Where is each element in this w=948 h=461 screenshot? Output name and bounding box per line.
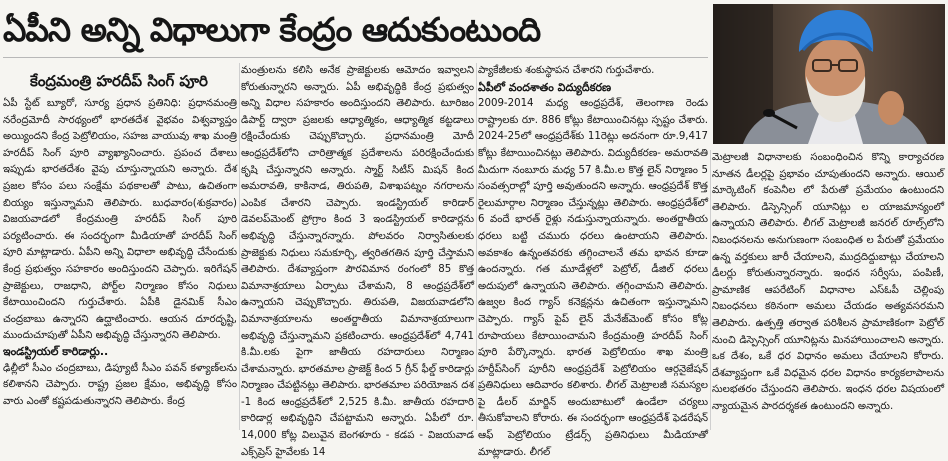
- column-divider: [710, 150, 711, 430]
- minister-portrait-image: [713, 4, 945, 144]
- headline: [3, 3, 708, 58]
- article-column-1: [3, 96, 237, 344]
- section-heading: ఇండస్ట్రియల్ కారిడార్లు..: [3, 345, 109, 358]
- article-column-1-continued: [3, 344, 237, 430]
- minister-photo: [713, 4, 945, 144]
- article-paragraph: ఏపీ స్టేట్ బ్యూరో, సూర్య ప్రధాన ప్రతినిధి: ప్రధానమంత్రి నరేంద్రమోదీ సారథ్యంలో భారతదేశ వైభవం విశ్వవ్యాప్తం అయ్యిందని కేంద్ర పెట్రోలియం, సహజ వాయువు శాఖ మంత్రి హరదీప్ సింగ్ పూరి వ్యాఖ్యానించారు. ప్రపంచ దేశాలు ఇప్పుడు భారతదేశం వైపు చూస్తున్నాయని అన్నారు. దేశ ప్రజల కోసం పలు సంక్షేమ పథకాలతో పాటు, ఉచితంగా బియ్యం ఇస్తున్నామని తెలిపారు. బుధవారం(శుక్రవారం) విజయవాడలో కేంద్రమంత్రి హరదీప్ సింగ్ పూరి పర్యటించారు. ఈ సందర్భంగా మీడియాతో హరదీప్ సింగ్ పూరి మాట్లాడారు. ఏపీని అన్ని విధాలా అభివృద్ధి చేసేందుకు కేంద్ర ప్రభుత్వం సహకారం అందిస్తుందని చెప్పారు. ఇరిగేషన్ ప్రాజెక్టులు, రాజధాని, పోర్ట్‌ల నిర్మాణం కోసం నిధులు కేటాయించిందని గుర్తుచేశారు. ఏపీకి డైనమిక్ సీఎం చంద్రబాబు ఉన్నారని ఉద్ఘాటించారు. ఆయన దూరదృష్టి, ముందుచూపుతో ఏపీని అభివృద్ధి చేస్తున్నారని తెలిపారు.: [3, 98, 237, 342]
- article-column-3: [478, 63, 708, 458]
- article-paragraph: మంత్రులను కలిసి అనేక ప్రాజెక్టులకు ఆమోదం ఇవ్వాలని కోరుతున్నారని అన్నారు. ఏపీ అభివృద్ధికి కేంద్ర ప్రభుత్వం అన్ని విధాల సహకారం అందిస్తుందని తెలిపారు. టూరిజం డిపార్ట్ ద్వారా ప్రజలకు ఆధ్యాత్మికం, ఆధ్యాత్మిక కట్టడాలు రక్షించేందుకు చెప్పుకొచ్చారు. ప్రధానమంత్రి మోదీ ఆంధ్రప్రదేశ్‌లోని చారిత్రాత్మక ప్రదేశాలను పరిరక్షించేందుకు కృషి చేస్తున్నారని అన్నారు. స్మార్ట్ సిటీస్ మిషన్ కింద అమరావతి, కాకినాడ, తిరుపతి, విశాఖపట్నం నగరాలను ఎంపిక చేశారని చెప్పారు. ఇండస్ట్రియల్ కారిడార్ డెవలప్‌మెంట్ ప్రోగ్రాం కింద 3 ఇండస్ట్రియల్ కారిడార్లను అభివృద్ధి చేస్తున్నారన్నారు. పోలవరం నిర్వాసితులకు ప్రాజెక్టుకు నిధులు సమకూర్చి, త్వరితగతిన పూర్తి చేస్తామని తెలిపారు. దేశవ్యాప్తంగా పౌరవిమాన రంగంలో 85 కొత్త విమానాశ్రయాలు ఏర్పాటు చేశామని, 8 ఆంధ్రప్రదేశ్‌లో ఉన్నాయని చెప్పుకొచ్చారు. తిరుపతి, విజయవాడలోని విమానాశ్రయాలను అంతర్జాతీయ విమానాశ్రయాలుగా అభివృద్ధి చేస్తున్నామని ప్రకటించారు. ఆంధ్రప్రదేశ్‌లో 4,741 కి.మీ.లకు పైగా జాతీయ రహదారులు నిర్మాణం చేశామన్నారు. భారతమాల ప్రాజెక్ట్ కింద 5 గ్రీన్ ఫీల్డ్ కారిడార్లు నిర్మాణం చేపట్టినట్లు తెలిపారు. భారతమాల పరియోజన దశ -1 కింద ఆంధ్రప్రదేశ్‌లో 2,525 కి.మీ. జాతీయ రహదారి కారిడార్ల అభివృద్ధిని చేపట్టామని అన్నారు. ఏపీలో రూ. 14,000 కోట్ల విలువైన బెంగళూరు - కడప - విజయవాడ ఎక్స్‌ప్రెస్ హైవేలకు 14: [241, 65, 474, 458]
- article-column-4: [712, 150, 944, 430]
- article-column-2: [241, 63, 474, 458]
- section-heading: ఏపీలో వందశాతం విద్యుదీకరణ: [478, 80, 612, 94]
- column-divider: [239, 63, 240, 430]
- headline-text: ఏపీని అన్ని విధాలుగా కేంద్రం ఆదుకుంటుంది: [3, 10, 541, 49]
- article-paragraph: మెట్రాలజీ విధానాలకు సంబంధించిన కొన్ని కార్యాచరణ నూతన డీలర్లపై ప్రభావం చూపుతుందని అన్నారు. ఆయిల్ మార్కెటింగ్ కంపెనీల లో పేరుతో ప్రమేయం ఉంటుందని తెలిపారు. డిస్పెన్సింగ్ యూనిట్లు ల యాజమాన్యంలో ఉన్నాయని తెలిపారు. లీగల్ మెట్రాలజీ జనరల్ రూల్స్‌లోని నిబంధనలను అనుగుణంగా సంబంధిత ల పేరుతో ప్రమేయం ఉన్న వర్తకులు జారీ చేయాలని, ముద్రదిద్దుబాట్లు చేయాలని డీలర్లు కోరుతున్నారన్నారు. ఇంధన సర్వీసు, పంపిణీ, ప్రామాణిక ఆపరేటింగ్ విధానాల ఎస్ఓపీ చెల్లింపు నిబంధనలు కఠినంగా అమలు చేయడం అత్యవసరమని తెలిపారు. ఉత్పత్తి తర్వాత పరిశీలన ప్రామాణికంగా పెట్రోల్‌ నుంచి డిస్పెన్సింగ్ యూనిట్లను మినహాయించాలని అన్నారు. ఒక దేశం, ఒకే ధర విధానం అమలు చేయాలని కోరారు. దేశవ్యాప్తంగా ఒకే విధమైన ధరల విధానం కార్యకలాపాలను సులభతరం చేస్తుందని తెలిపారు. ఇంధన ధరల విషయంలో న్యాయమైన పారదర్శకత ఉంటుందని అన్నారు.: [712, 152, 944, 412]
- article-paragraph: ఢిల్లీలో సీఎం చంద్రబాబు, డిప్యూటీ సీఎం పవన్ కళ్యాణ్‌లను కలిశానని చెప్పారు. రాష్ట్ర ప్రజల క్షేమం, అభివృద్ధి కోసం వారు ఎంతో కష్టపడుతున్నారని తెలిపారు. కేంద్ర: [3, 362, 237, 407]
- subheadline: కేంద్రమంత్రి హరదీప్ సింగ్ పూరి: [30, 72, 208, 90]
- article-paragraph: 2009-2014 మధ్య ఆంధ్రప్రదేశ్, తెలంగాణ రెండు రాష్ట్రాలకు రూ. 886 కోట్లు కేటాయించినట్లు స్పష్టం చేశారు. 2024-25లో ఆంధ్రప్రదేశ్‌కు 11రెట్లు అదనంగా రూ.9,417 కోట్లు కేటాయించినట్లు తెలిపారు. విద్యుదీకరణ- అమరావతి మీదుగా నంబూరు మధ్య 57 కి.మీ.ల కొత్త లైన్ నిర్మాణం 5 సంవత్సరాల్లో పూర్తి అవుతుందని అన్నారు. ఆంధ్రప్రదేశ్ కొత్త రైలుమార్గాల నిర్మాణం చేస్తున్నట్లు తెలిపారు. ఆంధ్రప్రదేశ్‌లో 6 వందే భారత్ రైళ్లు నడుస్తున్నాయన్నారు. అంతర్జాతీయ ధరలు బట్టి చమురు ధరలు ఉంటాయని తెలిపారు. అవకాశం ఉన్నంతవరకు తగ్గించాలనే తమ భావన కూడా ఉందన్నారు. గత మూడేళ్లలో పెట్రోల్, డీజిల్ ధరలు అదుపులో ఉన్నాయని తెలిపారు. తగ్గించామని తెలిపారు. ఉజ్వల కింద గ్యాస్ కనెక్షన్లను ఉచితంగా ఇస్తున్నామని చెప్పారు. గ్యాస్ పైప్ లైన్ మేనేజ్‌మెంట్ కోసం కోట్ల రూపాయలు కేటాయించామని కేంద్రమంత్రి హరదీప్ సింగ్ పూరి పేర్కొన్నారు. భారత పెట్రోలియం శాఖ మంత్రి హర్దీప్‌సింగ్ పూరీని ఆంధ్రప్రదేశ్ పెట్రోలియం ఆర్గనైజేషన్ ప్రతినిధులు ఆదివారం కలిశారు. లీగల్ మెట్రాలజీ సమస్యల పై డీలర్ మార్జిన్ అందుబాటులో ఉండేలా చర్యలు తీసుకోవాలని కోరారు. ఈ సందర్భంగా ఆంధ్రప్రదేశ్ ఫెడరేషన్ ఆఫ్ పెట్రోలియం ట్రేడర్స్ ప్రతినిధులు మీడియాతో మాట్లాడారు. లీగల్: [478, 98, 708, 458]
- article-paragraph: ప్యాకేజీలకు శంకుస్థాపన చేశారని గుర్తుచేశారు.: [478, 65, 655, 76]
- column-divider: [476, 63, 477, 430]
